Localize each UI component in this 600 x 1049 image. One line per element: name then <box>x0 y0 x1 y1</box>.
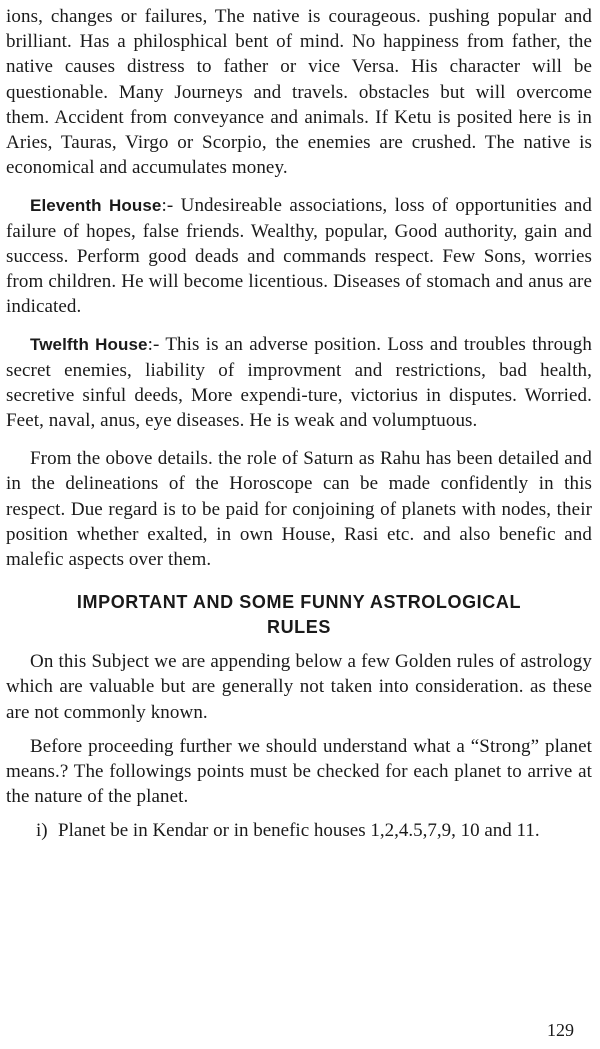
twelfth-house-text: This is an adverse position. Loss and troubles through secret enemies, liability of improvment and restrictions, bad health, secretive sinful deeds, More expendi-ture, victorius in disputes. Worried. Feet, naval, anus, eye diseases. He is weak and volumptuous. <box>6 334 592 432</box>
paragraph-golden-rules-intro: On this Subject we are appending below a few Golden rules of astrology which are valuable but are generally not taken into consideration. as these are not commonly known. <box>6 651 592 723</box>
paragraph-strong-planet: Before proceeding further we should understand what a “Strong” planet means.? The followings points must be checked for each planet to arrive at the nature of the planet. <box>6 735 592 808</box>
list-item <box>6 818 592 843</box>
paragraph-ninth-house-continuation: ions, changes or failures, The native is courageous. pushing popular and brilliant. Has a philosphical bent of mind. No happiness from father, the native causes distress to father or vice Versa. His character will be questionable. Many Journeys and travels. obstacles but will overcome them. Accident from conveyance and animals. If Ketu is posited here is in Aries, Tauras, Virgo or Scorpio, the enemies are crushed. The native is economical and accumulates money. <box>6 6 592 179</box>
list-item-text: Planet be in Kendar or in benefic houses 1,2,4.5,7,9, 10 and 11. <box>58 820 540 842</box>
twelfth-house-separator: :- <box>147 334 166 356</box>
section-title <box>6 590 592 640</box>
list-marker: i) <box>36 820 48 842</box>
page-number: 129 <box>547 1020 574 1040</box>
eleventh-house-heading: Eleventh House <box>30 196 162 216</box>
section-title-line-1: IMPORTANT AND SOME FUNNY ASTROLOGICAL <box>76 592 522 613</box>
paragraph-twelfth-house <box>6 332 592 433</box>
twelfth-house-heading: Twelfth House <box>30 335 148 355</box>
eleventh-house-text: Undesireable associations, loss of opportunities and failure of hopes, false friends. Wealthy, popular, Good authority, gain and success. Perform good deads and commands respect. Few Sons, worries from children. He will become licentious. Diseases of stomach and anus are indicated. <box>6 195 593 318</box>
paragraph-saturn-rahu-summary: From the obove details. the role of Saturn as Rahu has been detailed and in the delineations of the Horoscope can be made confidently in this respect. Due regard is to be paid for conjoining of planets with nodes, their position whether exalted, in own House, Rasi etc. and also benefic and malefic aspects over them. <box>6 448 592 571</box>
paragraph-eleventh-house <box>6 193 592 319</box>
section-title-line-2: RULES <box>266 617 331 638</box>
eleventh-house-separator: :- <box>161 195 181 217</box>
